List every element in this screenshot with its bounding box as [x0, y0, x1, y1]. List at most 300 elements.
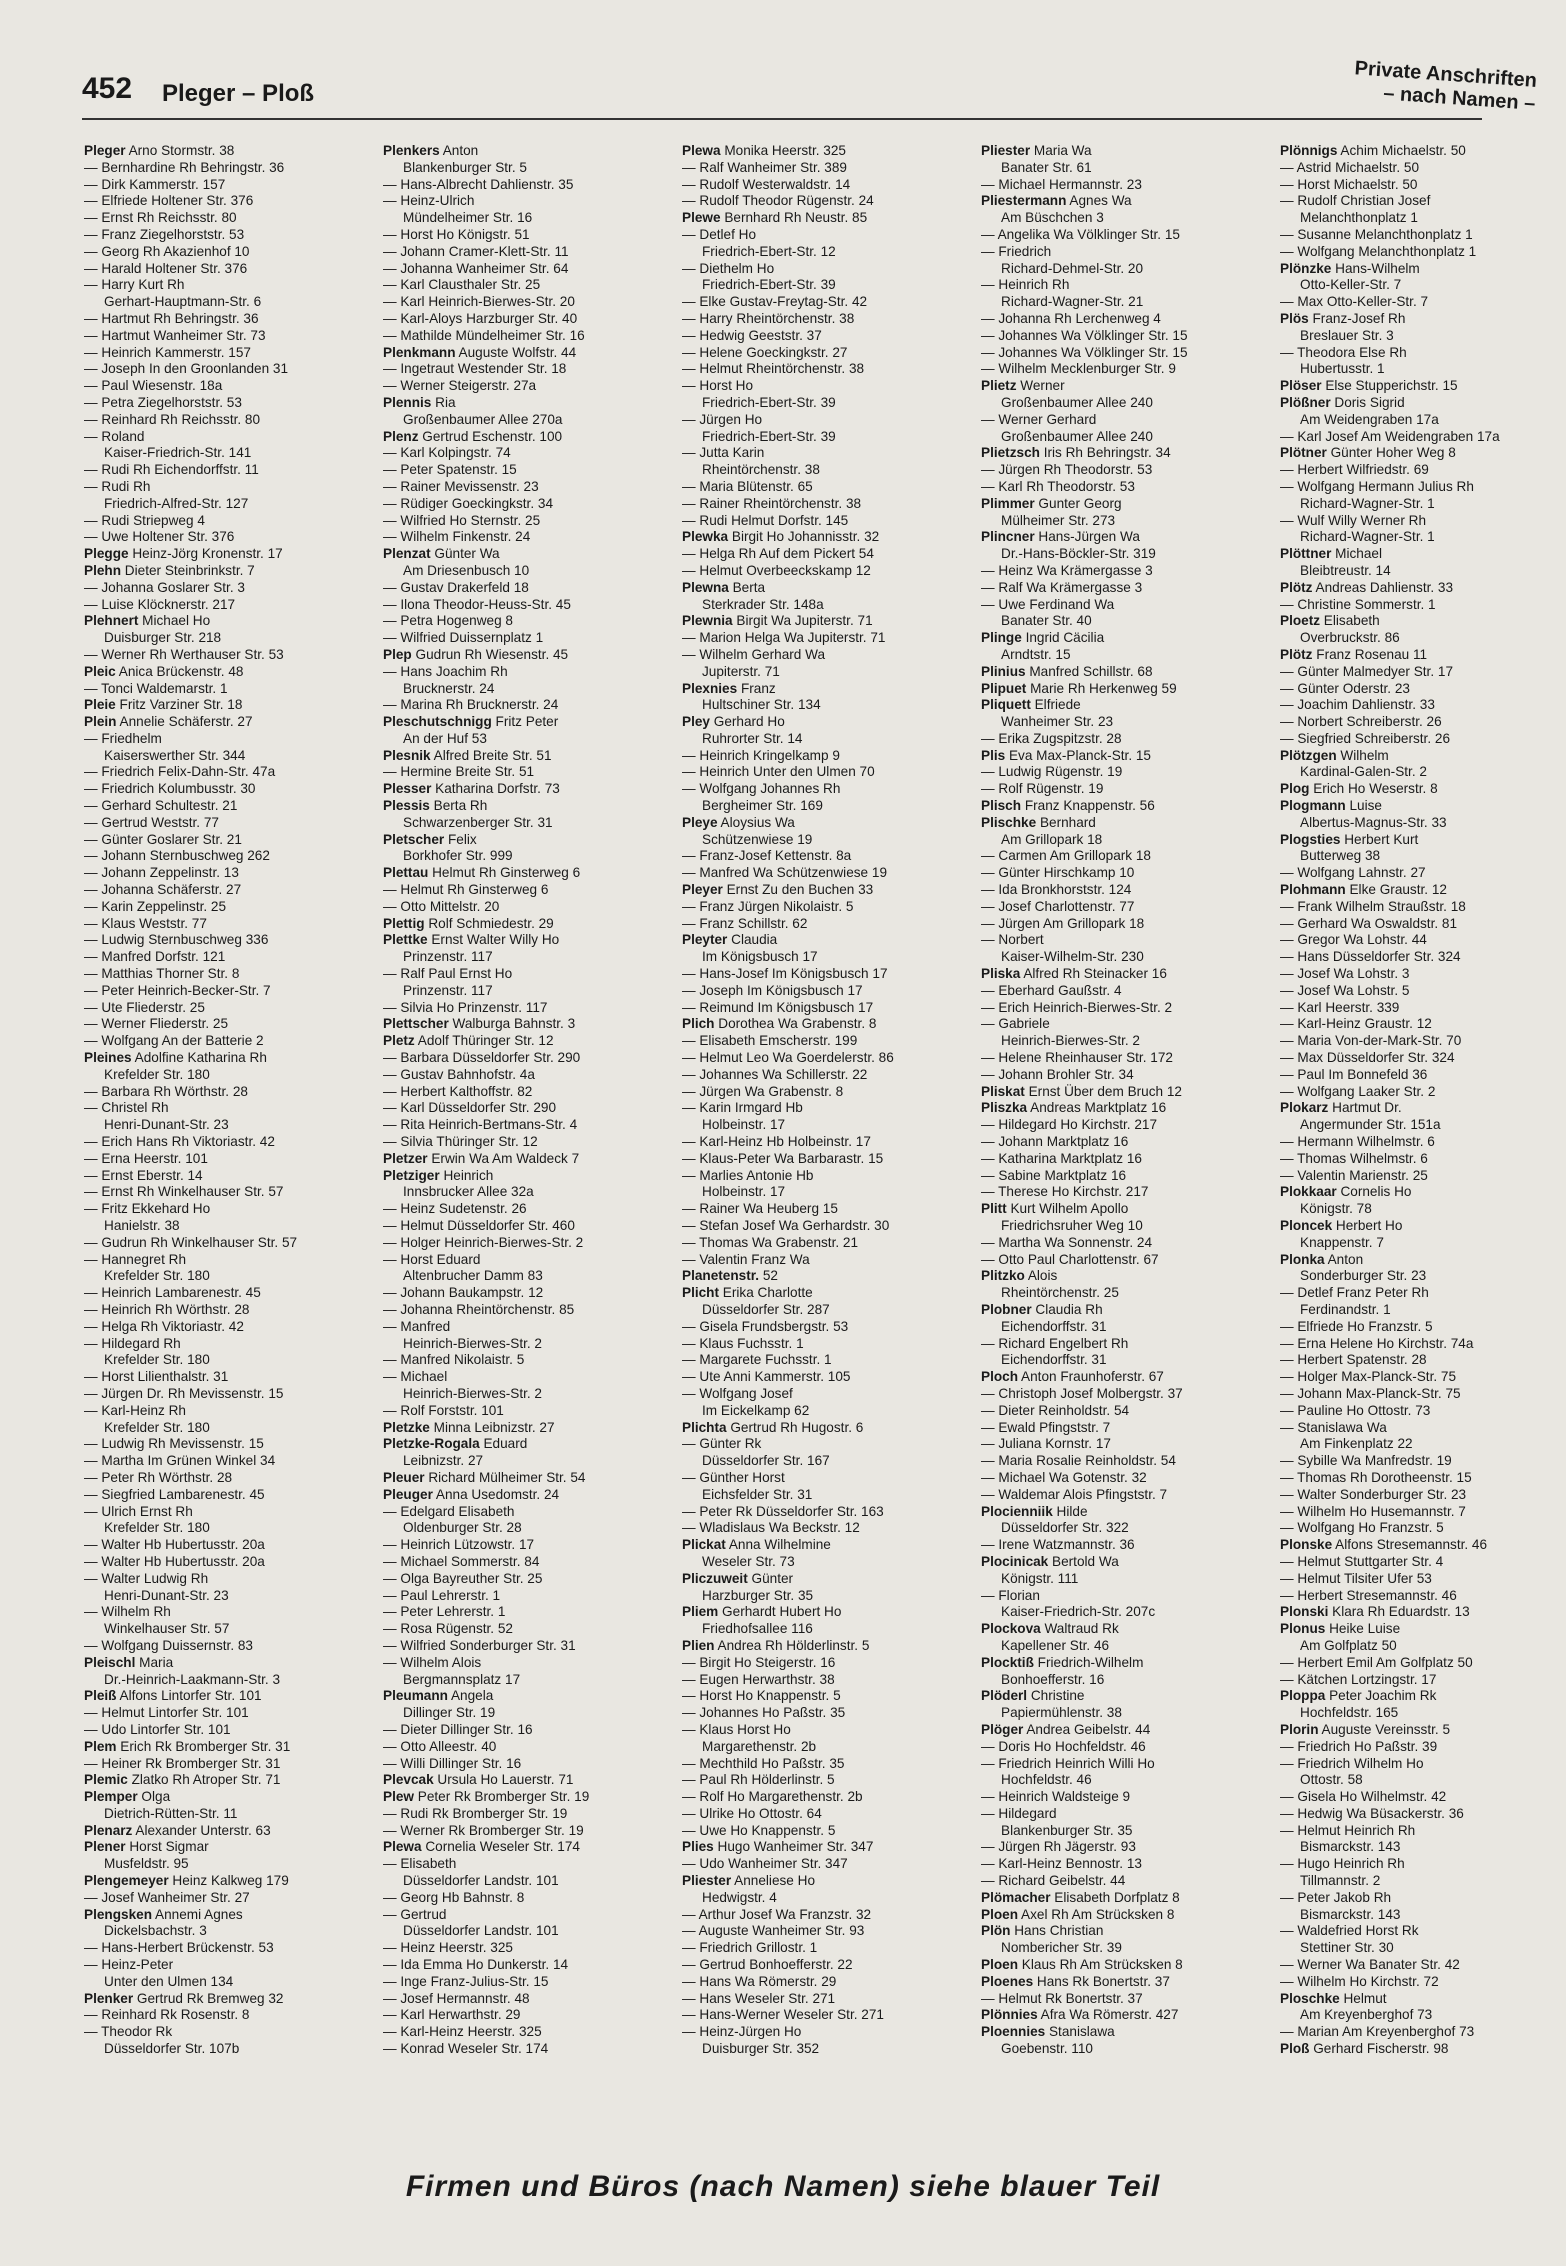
- directory-entry: — Wolfgang Hermann Julius Rh: [1280, 478, 1474, 494]
- directory-entry: — Elisabeth: [383, 1856, 457, 1872]
- directory-entry: — Susanne Melanchthonplatz 1: [1280, 226, 1473, 242]
- directory-entry: Gerhart-Hauptmann-Str. 6: [104, 294, 262, 310]
- directory-entry: Düsseldorfer Str. 287: [702, 1301, 830, 1317]
- directory-entry: — Heinrich Rh: [981, 277, 1070, 293]
- directory-entry: — Wilhelm Ho Kirchstr. 72: [1280, 1973, 1439, 1989]
- directory-entry: Tillmannstr. 2: [1300, 1873, 1381, 1889]
- directory-entry: — Richard Geibelstr. 44: [981, 1873, 1126, 1889]
- directory-entry: — Paul Lehrerstr. 1: [383, 1587, 501, 1603]
- directory-entry: — Norbert: [981, 932, 1044, 948]
- directory-entry: — Harry Kurt Rh: [84, 277, 185, 293]
- directory-entry: Melanchthonplatz 1: [1300, 210, 1418, 226]
- directory-entry: Banater Str. 61: [1001, 159, 1092, 175]
- directory-entry: — Gertrud Bonhoefferstr. 22: [682, 1957, 853, 1973]
- directory-entry: Düsseldorfer Landstr. 101: [403, 1923, 559, 1939]
- directory-entry: — Manfred: [383, 1318, 451, 1334]
- directory-entry: — Karl Düsseldorfer Str. 290: [383, 1100, 557, 1116]
- directory-entry: Pliester Maria Wa: [981, 143, 1092, 158]
- directory-entry: — Rolf Ho Margarethenstr. 2b: [682, 1789, 863, 1805]
- directory-entry: Plön Hans Christian: [981, 1923, 1104, 1939]
- directory-entry: Pliskat Ernst Über dem Bruch 12: [981, 1083, 1182, 1099]
- directory-entry: — Helga Rh Auf dem Pickert 54: [682, 546, 874, 562]
- directory-entry: Plengsken Annemi Agnes: [84, 1906, 243, 1922]
- directory-entry: — Ilona Theodor-Heuss-Str. 45: [383, 596, 571, 612]
- directory-entry: — Johann Zeppelinstr. 13: [84, 865, 239, 881]
- directory-entry: — Joseph In den Groonlanden 31: [84, 361, 289, 377]
- directory-entry: Ruhrorter Str. 14: [702, 730, 803, 746]
- directory-entry: — Elke Gustav-Freytag-Str. 42: [682, 294, 868, 310]
- directory-entry: — Reinhard Rk Rosenstr. 8: [84, 2007, 250, 2023]
- directory-entry: Plewa Cornelia Weseler Str. 174: [383, 1839, 580, 1855]
- directory-entry: — Michael Hermannstr. 23: [981, 176, 1142, 192]
- directory-entry: — Mathilde Mündelheimer Str. 16: [383, 327, 585, 343]
- directory-entry: Nombericher Str. 39: [1001, 1940, 1122, 1956]
- page-number: 452: [82, 72, 133, 105]
- directory-entry: — Thomas Wilhelmstr. 6: [1280, 1150, 1428, 1166]
- directory-entry: — Juliana Kornstr. 17: [981, 1436, 1111, 1452]
- directory-entry: — Johanna Rh Lerchenweg 4: [981, 310, 1161, 326]
- directory-entry: Oldenburger Str. 28: [403, 1520, 522, 1536]
- directory-entry: — Wolfgang Johannes Rh: [682, 781, 841, 797]
- directory-entry: Plemic Zlatko Rh Atroper Str. 71: [84, 1772, 281, 1788]
- directory-entry: — Heinz Wa Krämergasse 3: [981, 562, 1153, 578]
- directory-entry: — Uwe Ho Knappenstr. 5: [682, 1822, 836, 1838]
- directory-entry: Am Driesenbusch 10: [403, 562, 530, 578]
- directory-entry: — Rudi Rk Bromberger Str. 19: [383, 1805, 568, 1821]
- directory-entry: Heinrich-Bierwes-Str. 2: [403, 1335, 542, 1351]
- directory-entry: — Josef Wa Lohstr. 3: [1280, 966, 1410, 982]
- directory-entry: Rheintörchenstr. 38: [702, 462, 820, 478]
- directory-entry: Dr.-Hans-Böckler-Str. 319: [1001, 546, 1156, 562]
- directory-entry: Plötner Günter Hoher Weg 8: [1280, 445, 1456, 461]
- directory-entry: Plies Hugo Wanheimer Str. 347: [682, 1839, 874, 1855]
- directory-entry: — Johann Sternbuschweg 262: [84, 848, 270, 864]
- directory-entry: — Gertrud: [383, 1906, 447, 1922]
- directory-entry: — Ernst Eberstr. 14: [84, 1167, 203, 1183]
- directory-entry: Plehnert Michael Ho: [84, 613, 211, 629]
- directory-entry: — Horst Eduard: [383, 1251, 481, 1267]
- directory-entry: — Johann Marktplatz 16: [981, 1134, 1129, 1150]
- directory-entry: Pletzer Erwin Wa Am Waldeck 7: [383, 1150, 580, 1166]
- directory-entry: Friedrich-Alfred-Str. 127: [104, 495, 249, 511]
- directory-entry: — Maria Rosalie Reinholdstr. 54: [981, 1453, 1176, 1469]
- directory-entry: Am Grillopark 18: [1001, 831, 1103, 847]
- directory-entry: — Harry Rheintörchenstr. 38: [682, 310, 855, 326]
- directory-entry: — Erich Heinrich-Bierwes-Str. 2: [981, 999, 1173, 1015]
- directory-entry: Am Finkenplatz 22: [1300, 1436, 1413, 1452]
- directory-entry: Großenbaumer Allee 240: [1001, 428, 1153, 444]
- directory-entry: — Jürgen Am Grillopark 18: [981, 915, 1145, 931]
- directory-entry: — Florian: [981, 1587, 1040, 1603]
- directory-entry: Richard-Wagner-Str. 1: [1300, 495, 1435, 511]
- directory-entry: Musfeldstr. 95: [104, 1856, 189, 1872]
- directory-entry: Otto-Keller-Str. 7: [1300, 277, 1402, 293]
- directory-entry: Friedrich-Ebert-Str. 12: [702, 243, 836, 259]
- directory-entry: Hultschiner Str. 134: [702, 697, 821, 713]
- directory-entry: Eichsfelder Str. 31: [702, 1486, 813, 1502]
- directory-entry: — Hannegret Rh: [84, 1251, 187, 1267]
- directory-entry: — Martha Im Grünen Winkel 34: [84, 1453, 276, 1469]
- directory-entry: — Wilhelm Alois: [383, 1654, 482, 1670]
- directory-entry: — Karl-Heinz Hb Holbeinstr. 17: [682, 1134, 871, 1150]
- directory-entry: Plewka Birgit Ho Johannisstr. 32: [682, 529, 880, 545]
- directory-entry: — Franz Ziegelhorststr. 53: [84, 226, 245, 242]
- directory-entry: — Gerhard Schultestr. 21: [84, 798, 238, 814]
- directory-entry: Pleye Aloysius Wa: [682, 814, 795, 830]
- directory-entry: Eichendorffstr. 31: [1001, 1318, 1107, 1334]
- directory-entry: Plein Annelie Schäferstr. 27: [84, 714, 253, 730]
- directory-entry: — Siegfried Schreiberstr. 26: [1280, 730, 1451, 746]
- directory-entry: — Waldefried Horst Rk: [1280, 1923, 1419, 1939]
- directory-entry: Pleyer Ernst Zu den Buchen 33: [682, 882, 874, 898]
- directory-entry: — Peter Jakob Rh: [1280, 1889, 1392, 1905]
- directory-entry: — Hermine Breite Str. 51: [383, 764, 535, 780]
- directory-entry: — Johanna Rheintörchenstr. 85: [383, 1301, 575, 1317]
- directory-entry: — Gustav Drakerfeld 18: [383, 579, 529, 595]
- directory-entry: — Joachim Dahlienstr. 33: [1280, 697, 1435, 713]
- directory-entry: Bergmannsplatz 17: [403, 1671, 521, 1687]
- directory-entry: — Manfred Nikolaistr. 5: [383, 1352, 525, 1368]
- directory-entry: Plocinicak Bertold Wa: [981, 1553, 1119, 1569]
- directory-entry: Richard-Wagner-Str. 1: [1300, 529, 1435, 545]
- directory-entry: — Hildegard: [981, 1805, 1057, 1821]
- directory-entry: Krefelder Str. 180: [104, 1419, 210, 1435]
- directory-entry: — Max Otto-Keller-Str. 7: [1280, 294, 1429, 310]
- directory-entry: — Werner Rk Bromberger Str. 19: [383, 1822, 584, 1838]
- directory-entry: — Rainer Rheintörchenstr. 38: [682, 495, 862, 511]
- directory-entry: Dietrich-Rütten-Str. 11: [104, 1805, 238, 1821]
- directory-entry: — Erika Zugspitzstr. 28: [981, 730, 1122, 746]
- directory-column-4: [981, 143, 1277, 2058]
- directory-entry: Plener Horst Sigmar: [84, 1839, 209, 1855]
- directory-entry: — Ludwig Rh Mevissenstr. 15: [84, 1436, 264, 1452]
- directory-entry: Planetenstr. 52: [682, 1268, 778, 1284]
- directory-entry: Im Eickelkamp 62: [702, 1402, 810, 1418]
- directory-entry: Arndtstr. 15: [1001, 646, 1071, 662]
- directory-entry: — Thomas Wa Grabenstr. 21: [682, 1234, 859, 1250]
- directory-entry: — Siegfried Lambarenestr. 45: [84, 1486, 265, 1502]
- directory-entry: Richard-Dehmel-Str. 20: [1001, 260, 1144, 276]
- directory-entry: — Werner Steigerstr. 27a: [383, 378, 537, 394]
- directory-entry: — Rudi Rh: [84, 478, 151, 494]
- directory-entry: Plonske Alfons Stresemannstr. 46: [1280, 1537, 1488, 1553]
- directory-entry: — Karl Herwarthstr. 29: [383, 2007, 521, 2023]
- directory-entry: — Michael Wa Gotenstr. 32: [981, 1469, 1147, 1485]
- directory-entry: — Peter Rh Wörthstr. 28: [84, 1469, 233, 1485]
- directory-entry: — Helmut Rk Bonertstr. 37: [981, 1990, 1143, 2006]
- directory-entry: Plesser Katharina Dorfstr. 73: [383, 781, 560, 797]
- directory-entry: — Wilhelm Ho Husemannstr. 7: [1280, 1503, 1466, 1519]
- directory-entry: Plem Erich Rk Bromberger Str. 31: [84, 1738, 291, 1754]
- directory-entry: — Karl-Heinz Heerstr. 325: [383, 2024, 542, 2040]
- directory-entry: — Josef Hermannstr. 48: [383, 1990, 530, 2006]
- directory-entry: — Helmut Leo Wa Goerdelerstr. 86: [682, 1050, 894, 1066]
- directory-entry: — Detlef Ho: [682, 226, 757, 242]
- directory-entry: — Herbert Kalthoffstr. 82: [383, 1083, 533, 1099]
- directory-entry: — Detlef Franz Peter Rh: [1280, 1285, 1429, 1301]
- directory-entry: Friedrich-Ebert-Str. 39: [702, 394, 836, 410]
- directory-entry: — Helmut Tilsiter Ufer 53: [1280, 1570, 1432, 1586]
- directory-entry: — Joseph Im Königsbusch 17: [682, 982, 863, 998]
- directory-entry: Plengemeyer Heinz Kalkweg 179: [84, 1873, 289, 1889]
- directory-entry: — Heiner Rk Bromberger Str. 31: [84, 1755, 281, 1771]
- directory-entry: Margarethenstr. 2b: [702, 1738, 817, 1754]
- directory-entry: Plietzsch Iris Rh Behringstr. 34: [981, 445, 1171, 461]
- directory-entry: — Dieter Reinholdstr. 54: [981, 1402, 1130, 1418]
- directory-entry: — Fritz Ekkehard Ho: [84, 1201, 211, 1217]
- directory-entry: Plipuet Marie Rh Herkenweg 59: [981, 680, 1177, 696]
- directory-entry: Butterweg 38: [1300, 848, 1381, 864]
- directory-entry: Plewa Monika Heerstr. 325: [682, 143, 846, 158]
- directory-entry: Plogsties Herbert Kurt: [1280, 831, 1419, 847]
- directory-entry: Plohmann Elke Graustr. 12: [1280, 882, 1447, 898]
- section-label-line1: Private Anschriften: [1354, 57, 1538, 92]
- directory-entry: — Friedrich Grillostr. 1: [682, 1940, 818, 1956]
- directory-entry: — Reimund Im Königsbusch 17: [682, 999, 874, 1015]
- directory-entry: — Elfriede Ho Franzstr. 5: [1280, 1318, 1433, 1334]
- directory-column-5: [1280, 143, 1552, 2058]
- directory-entry: Jupiterstr. 71: [702, 663, 780, 679]
- directory-entry: Bleibtreustr. 14: [1300, 562, 1391, 578]
- directory-entry: — Barbara Rh Wörthstr. 28: [84, 1083, 248, 1099]
- directory-entry: — Jürgen Ho: [682, 411, 763, 427]
- directory-entry: — Herbert Emil Am Golfplatz 50: [1280, 1654, 1473, 1670]
- directory-entry: — Silvia Thüringer Str. 12: [383, 1134, 538, 1150]
- directory-entry: Plemper Olga: [84, 1789, 171, 1805]
- directory-entry: — Friedrich: [981, 243, 1052, 259]
- directory-entry: Pliquett Elfriede: [981, 697, 1081, 713]
- directory-entry: — Georg Hb Bahnstr. 8: [383, 1889, 525, 1905]
- directory-entry: — Rolf Forststr. 101: [383, 1402, 504, 1418]
- directory-entry: Plicht Erika Charlotte: [682, 1285, 813, 1301]
- directory-entry: — Norbert Schreiberstr. 26: [1280, 714, 1442, 730]
- directory-entry: — Rudi Rh Eichendorffstr. 11: [84, 462, 259, 478]
- directory-entry: Pletscher Felix: [383, 831, 477, 847]
- directory-entry: — Günter Oderstr. 23: [1280, 680, 1410, 696]
- directory-entry: Richard-Wagner-Str. 21: [1001, 294, 1144, 310]
- directory-entry: — Wilfried Duissernplatz 1: [383, 630, 544, 646]
- directory-entry: — Johannes Ho Paßstr. 35: [682, 1705, 846, 1721]
- directory-entry: — Jürgen Wa Grabenstr. 8: [682, 1083, 844, 1099]
- directory-entry: Pletziger Heinrich: [383, 1167, 494, 1183]
- directory-entry: Pletz Adolf Thüringer Str. 12: [383, 1033, 554, 1049]
- directory-entry: — Heinrich Waldsteige 9: [981, 1789, 1131, 1805]
- directory-entry: — Margarete Fuchsstr. 1: [682, 1352, 832, 1368]
- directory-entry: — Karl-Heinz Rh: [84, 1402, 186, 1418]
- directory-entry: — Karl Rh Theodorstr. 53: [981, 478, 1135, 494]
- directory-entry: Papiermühlenstr. 38: [1001, 1705, 1122, 1721]
- directory-entry: — Günther Horst: [682, 1469, 785, 1485]
- directory-entry: Plickat Anna Wilhelmine: [682, 1537, 831, 1553]
- directory-entry: — Herbert Stresemannstr. 46: [1280, 1587, 1457, 1603]
- directory-entry: — Rudolf Westerwaldstr. 14: [682, 176, 851, 192]
- directory-entry: Plimmer Gunter Georg: [981, 495, 1122, 511]
- directory-entry: Plinius Manfred Schillstr. 68: [981, 663, 1153, 679]
- directory-entry: Prinzenstr. 117: [403, 949, 493, 965]
- directory-entry: Plonka Anton: [1280, 1251, 1364, 1267]
- directory-entry: Eichendorffstr. 31: [1001, 1352, 1107, 1368]
- directory-entry: — Max Düsseldorfer Str. 324: [1280, 1050, 1455, 1066]
- directory-entry: — Gertrud Weststr. 77: [84, 814, 219, 830]
- directory-entry: — Jürgen Rh Theodorstr. 53: [981, 462, 1153, 478]
- directory-entry: — Wilhelm Finkenstr. 24: [383, 529, 531, 545]
- directory-entry: Pleumann Angela: [383, 1688, 494, 1704]
- directory-entry: Holbeinstr. 17: [702, 1184, 786, 1200]
- directory-entry: — Günter Goslarer Str. 21: [84, 831, 242, 847]
- directory-entry: Krefelder Str. 180: [104, 1066, 210, 1082]
- directory-entry: Sonderburger Str. 23: [1300, 1268, 1427, 1284]
- directory-entry: Im Königsbusch 17: [702, 949, 818, 965]
- directory-entry: — Hans Weseler Str. 271: [682, 1990, 836, 2006]
- directory-entry: — Horst Lilienthalstr. 31: [84, 1369, 229, 1385]
- directory-entry: Plew Peter Rk Bromberger Str. 19: [383, 1789, 590, 1805]
- directory-entry: Bismarckstr. 143: [1300, 1839, 1401, 1855]
- directory-entry: — Paul Rh Hölderlinstr. 5: [682, 1772, 835, 1788]
- directory-entry: Prinzenstr. 117: [403, 982, 493, 998]
- directory-entry: Stettiner Str. 30: [1300, 1940, 1394, 1956]
- directory-entry: — Klaus-Peter Wa Barbarastr. 15: [682, 1150, 884, 1166]
- directory-entry: — Hedwig Geeststr. 37: [682, 327, 822, 343]
- directory-entry: — Ingetraut Westender Str. 18: [383, 361, 567, 377]
- directory-entry: — Karl Josef Am Weidengraben 17a: [1280, 428, 1500, 444]
- directory-entry: — Manfred Dorfstr. 121: [84, 949, 226, 965]
- directory-entry: — Doris Ho Hochfeldstr. 46: [981, 1738, 1146, 1754]
- directory-entry: Pletzke-Rogala Eduard: [383, 1436, 528, 1452]
- directory-entry: Ploschke Helmut: [1280, 1990, 1387, 2006]
- directory-entry: Leibnizstr. 27: [403, 1453, 484, 1469]
- directory-entry: Plenker Gertrud Rk Bremweg 32: [84, 1990, 284, 2006]
- directory-entry: — Heinz-Peter: [84, 1957, 174, 1973]
- directory-entry: — Wilhelm Mecklenburger Str. 9: [981, 361, 1176, 377]
- directory-entry: — Harald Holtener Str. 376: [84, 260, 248, 276]
- directory-entry: Blankenburger Str. 35: [1001, 1822, 1133, 1838]
- directory-entry: — Helmut Stuttgarter Str. 4: [1280, 1553, 1444, 1569]
- directory-entry: — Hans-Albrecht Dahlienstr. 35: [383, 176, 574, 192]
- directory-entry: Pleyter Claudia: [682, 932, 778, 948]
- directory-entry: — Josef Wa Lohstr. 5: [1280, 982, 1410, 998]
- directory-entry: — Walter Hb Hubertusstr. 20a: [84, 1553, 265, 1569]
- directory-entry: Schützenwiese 19: [702, 831, 813, 847]
- directory-entry: Holbeinstr. 17: [702, 1117, 786, 1133]
- directory-entry: Plokarz Hartmut Dr.: [1280, 1100, 1402, 1116]
- directory-entry: — Heinrich Lambarenestr. 45: [84, 1285, 261, 1301]
- directory-entry: Plobner Claudia Rh: [981, 1301, 1103, 1317]
- directory-entry: Duisburger Str. 352: [702, 2041, 820, 2057]
- directory-entry: — Jürgen Rh Jägerstr. 93: [981, 1839, 1136, 1855]
- directory-entry: Plewnia Birgit Wa Jupiterstr. 71: [682, 613, 873, 629]
- directory-entry: — Karin Zeppelinstr. 25: [84, 898, 227, 914]
- directory-entry: Plog Erich Ho Weserstr. 8: [1280, 781, 1438, 797]
- directory-entry: — Wolfgang Duissernstr. 83: [84, 1637, 253, 1653]
- directory-entry: Plien Andrea Rh Hölderlinstr. 5: [682, 1637, 870, 1653]
- directory-entry: — Herbert Spatenstr. 28: [1280, 1352, 1427, 1368]
- directory-entry: — Theodor Rk: [84, 2024, 173, 2040]
- section-label-line2: – nach Namen –: [1382, 82, 1537, 115]
- directory-entry: — Rüdiger Goeckingkstr. 34: [383, 495, 554, 511]
- directory-entry: Plewe Bernhard Rh Neustr. 85: [682, 210, 868, 226]
- directory-entry: Am Weidengraben 17a: [1300, 411, 1439, 427]
- directory-entry: — Johann Baukampstr. 12: [383, 1285, 544, 1301]
- directory-entry: Pleger Arno Stormstr. 38: [84, 143, 235, 158]
- directory-entry: — Karl-Heinz Bennostr. 13: [981, 1856, 1142, 1872]
- directory-entry: Henri-Dunant-Str. 23: [104, 1587, 229, 1603]
- directory-entry: — Karl Heinrich-Bierwes-Str. 20: [383, 294, 575, 310]
- directory-entry: Hochfeldstr. 165: [1300, 1705, 1399, 1721]
- directory-entry: — Birgit Ho Steigerstr. 16: [682, 1654, 836, 1670]
- directory-entry: Ploenes Hans Rk Bonertstr. 37: [981, 1973, 1170, 1989]
- directory-entry: — Peter Heinrich-Becker-Str. 7: [84, 982, 271, 998]
- directory-entry: — Erna Helene Ho Kirchstr. 74a: [1280, 1335, 1474, 1351]
- directory-entry: Unter den Ulmen 134: [104, 1973, 234, 1989]
- directory-entry: Winkelhauser Str. 57: [104, 1621, 230, 1637]
- directory-entry: — Heinrich Rh Wörthstr. 28: [84, 1301, 250, 1317]
- directory-entry: — Willi Dillinger Str. 16: [383, 1755, 522, 1771]
- directory-entry: — Gerhard Wa Oswaldstr. 81: [1280, 915, 1458, 931]
- directory-entry: — Peter Rk Düsseldorfer Str. 163: [682, 1503, 884, 1519]
- directory-entry: Henri-Dunant-Str. 23: [104, 1117, 229, 1133]
- directory-entry: — Friedrich Felix-Dahn-Str. 47a: [84, 764, 276, 780]
- directory-entry: — Irene Watzmannstr. 36: [981, 1537, 1135, 1553]
- directory-entry: — Michael: [383, 1369, 448, 1385]
- directory-entry: Königstr. 111: [1001, 1570, 1079, 1586]
- directory-entry: — Stefan Josef Wa Gerhardstr. 30: [682, 1218, 890, 1233]
- directory-entry: Plöger Andrea Geibelstr. 44: [981, 1721, 1151, 1737]
- directory-entry: Dickelsbachstr. 3: [104, 1923, 207, 1939]
- page-header: [82, 57, 1552, 130]
- directory-entry: — Waldemar Alois Pfingststr. 7: [981, 1486, 1168, 1502]
- directory-entry: — Ulrich Ernst Rh: [84, 1503, 193, 1519]
- directory-entry: Plorin Auguste Vereinsstr. 5: [1280, 1721, 1451, 1737]
- directory-entry: Am Golfplatz 50: [1300, 1637, 1397, 1653]
- directory-entry: Pliester Anneliese Ho: [682, 1873, 816, 1889]
- directory-entry: Weseler Str. 73: [702, 1553, 795, 1569]
- directory-entry: Banater Str. 40: [1001, 613, 1092, 629]
- directory-entry: Düsseldorfer Landstr. 101: [403, 1873, 559, 1889]
- directory-entry: — Therese Ho Kirchstr. 217: [981, 1184, 1149, 1200]
- directory-entry: — Heinz Heerstr. 325: [383, 1940, 513, 1956]
- directory-entry: — Helmut Lintorfer Str. 101: [84, 1705, 249, 1721]
- directory-entry: Krefelder Str. 180: [104, 1520, 210, 1536]
- directory-entry: — Gisela Frundsbergstr. 53: [682, 1318, 849, 1334]
- directory-entry: Pliestermann Agnes Wa: [981, 193, 1132, 209]
- directory-entry: Heinrich-Bierwes-Str. 2: [403, 1385, 542, 1401]
- directory-entry: — Johann Brohler Str. 34: [981, 1066, 1134, 1082]
- directory-entry: Friedrichsruher Weg 10: [1001, 1218, 1143, 1233]
- directory-entry: — Udo Wanheimer Str. 347: [682, 1856, 848, 1872]
- directory-entry: Hedwigstr. 4: [702, 1889, 777, 1905]
- directory-entry: — Hans-Herbert Brückenstr. 53: [84, 1940, 274, 1956]
- directory-entry: Albertus-Magnus-Str. 33: [1300, 814, 1447, 830]
- directory-entry: Plep Gudrun Rh Wiesenstr. 45: [383, 646, 569, 662]
- directory-entry: — Franz Schillstr. 62: [682, 915, 808, 931]
- directory-column-1: [84, 143, 380, 2058]
- directory-entry: — Thomas Rh Dorotheenstr. 15: [1280, 1469, 1472, 1485]
- directory-entry: — Edelgard Elisabeth: [383, 1503, 515, 1519]
- directory-entry: Am Büschchen 3: [1001, 210, 1104, 226]
- directory-entry: Plischke Bernhard: [981, 814, 1096, 830]
- directory-entry: — Karl Clausthaler Str. 25: [383, 277, 541, 293]
- directory-entry: Düsseldorfer Str. 322: [1001, 1520, 1129, 1536]
- directory-entry: Ploppa Peter Joachim Rk: [1280, 1688, 1437, 1704]
- directory-entry: — Petra Hogenweg 8: [383, 613, 513, 629]
- directory-entry: — Ernst Rh Winkelhauser Str. 57: [84, 1184, 284, 1200]
- directory-entry: — Hermann Wilhelmstr. 6: [1280, 1134, 1435, 1150]
- directory-entry: — Bernhardine Rh Behringstr. 36: [84, 159, 285, 175]
- directory-entry: — Helmut Rheintörchenstr. 38: [682, 361, 865, 377]
- directory-entry: — Werner Gerhard: [981, 411, 1097, 427]
- directory-entry: Friedrich-Ebert-Str. 39: [702, 277, 836, 293]
- directory-entry: Pliem Gerhardt Hubert Ho: [682, 1604, 842, 1620]
